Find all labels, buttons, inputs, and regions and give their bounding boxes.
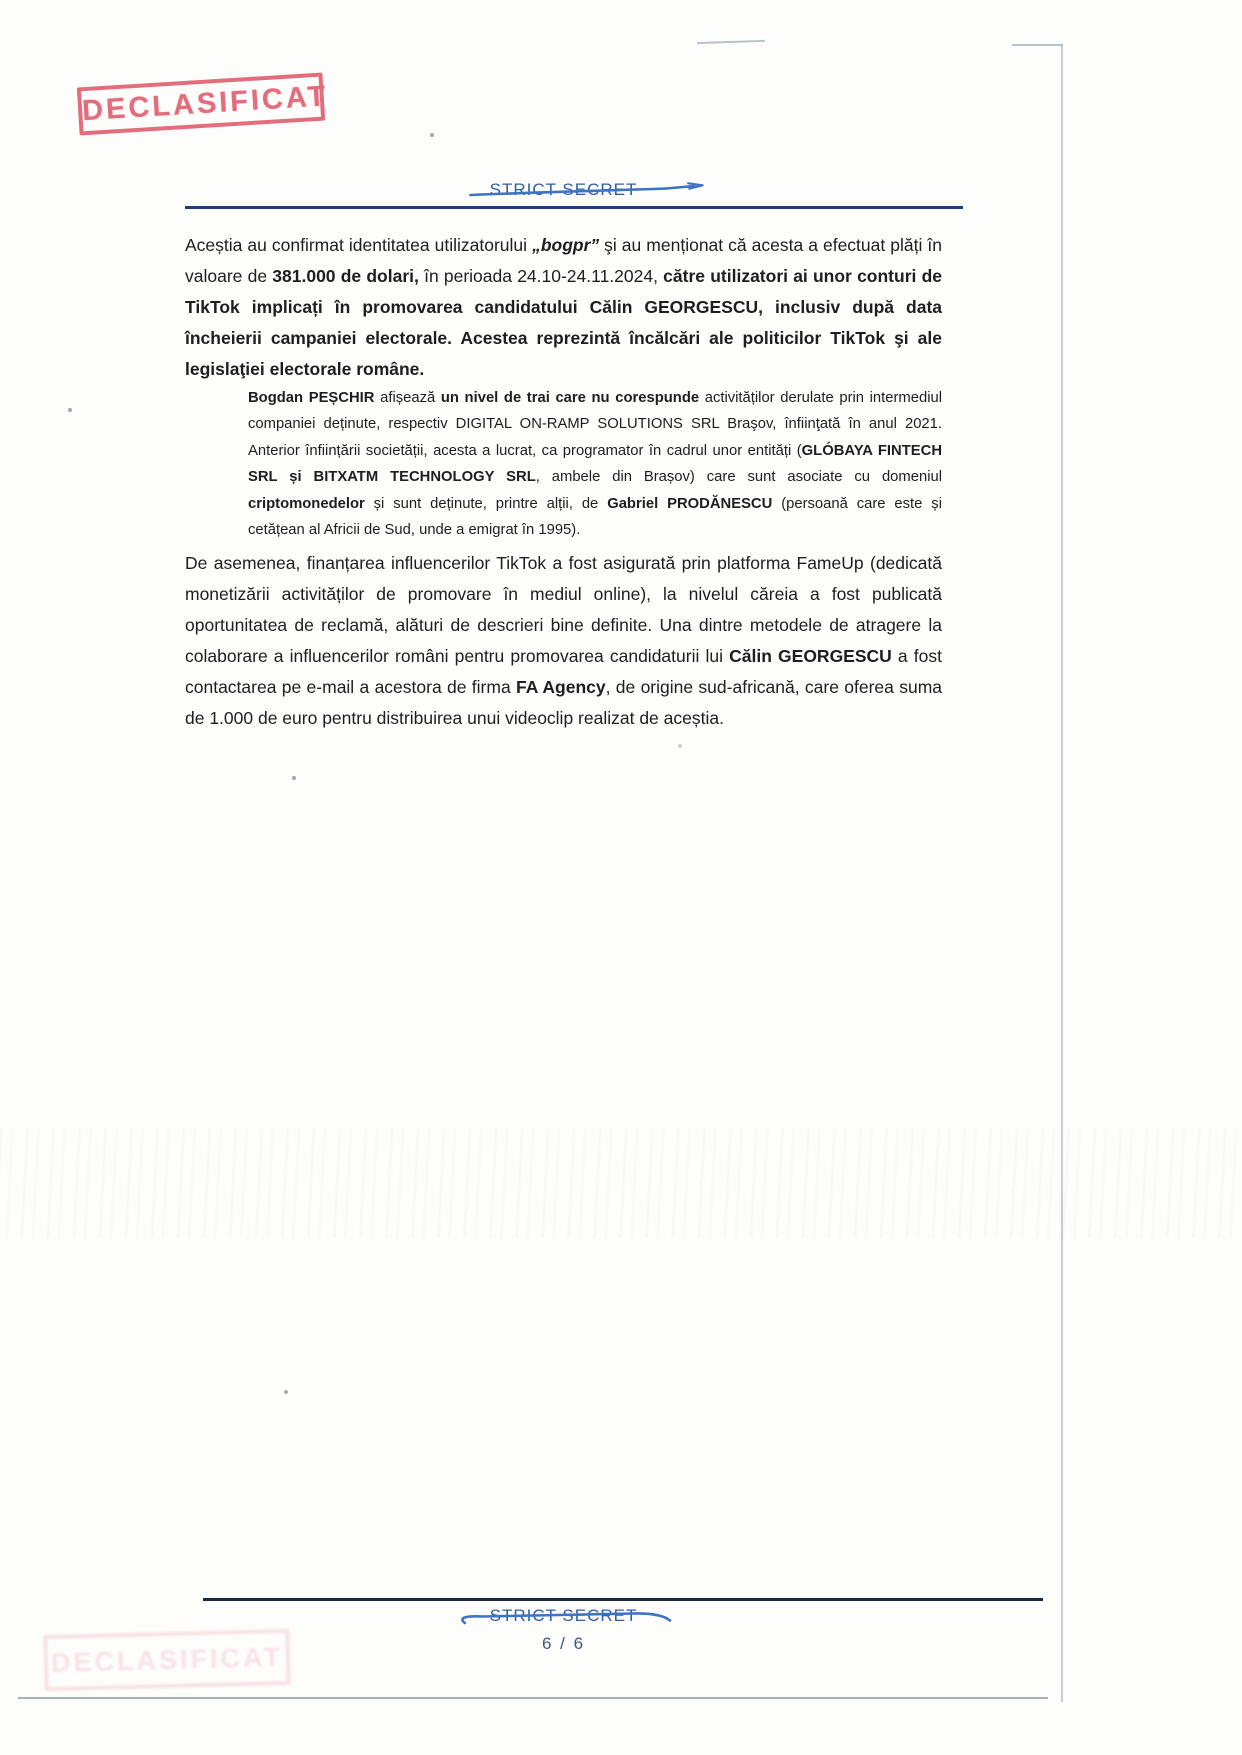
paragraph-peschir-indented: Bogdan PEȘCHIR afișează un nivel de trai care nu corespunde activităților derulate prin intermediul companiei deținute, respectiv DIGITAL ON-RAMP SOLUTIONS SRL Braşov, înfiinţată în anul 2021. Anterior înființării societății, acesta a lucrat, ca programator în cadrul unor entități (GLÓBAYA FINTECH SRL și BITXATM TECHNOLOGY SRL, ambele din Brașov) care sunt asociate cu domeniul criptomonedelor și sunt deținute, printre alții, de Gabriel PRODĂNESCU (persoană care este și cetățean al Africii de Sud, unde a emigrat în 1995). xyxy=(248,389,943,539)
scan-artifact-dash xyxy=(1012,44,1062,46)
footer-classification-label: STRICT SECRET xyxy=(489,1606,638,1625)
footer-classification xyxy=(185,1606,942,1626)
scan-noise-band xyxy=(0,1128,1242,1238)
scan-speck xyxy=(284,1390,288,1394)
footer-classification-text-wrap xyxy=(486,1606,642,1626)
declassified-stamp-top: DECLASIFICAT xyxy=(77,73,325,136)
scan-page-edge-right xyxy=(1061,44,1063,1702)
scan-page-edge-bottom xyxy=(18,1697,1048,1699)
paragraph-fameup: De asemenea, finanțarea influencerilor TikTok a fost asigurată prin platforma FameUp (dedicată monetizării activităților de promovare în mediul online), la nivelul căreia a fost publicată oportunitatea de reclamă, alături de descrieri bine definite. Una dintre metodele de atragere la colaborare a influencerilor români pentru promovarea candidaturii lui Călin GEORGESCU a fost contactarea pe e-mail a acestora de firma FA Agency, de origine sud-africană, care oferea suma de 1.000 de euro pentru distribuirea unui videoclip realizat de aceștia. xyxy=(185,552,943,728)
header-classification-text-wrap xyxy=(486,180,642,200)
scan-speck xyxy=(430,133,434,137)
scan-speck xyxy=(678,744,682,748)
page-number: 6 / 6 xyxy=(541,1634,586,1653)
header-classification-label: STRICT SECRET xyxy=(489,180,638,199)
scan-artifact-dash xyxy=(697,40,765,44)
scan-speck xyxy=(68,408,72,412)
header-classification xyxy=(185,180,942,200)
declassified-stamp-bottom-faded: DECLASIFICAT xyxy=(43,1629,290,1691)
header-rule xyxy=(185,206,963,209)
paragraph-payments-tiktok: Aceștia au confirmat identitatea utilizatorului „bogpr” şi au menționat că acesta a efectuat plăți în valoare de 381.000 de dolari, în perioada 24.10-24.11.2024, către utilizatori ai unor conturi de TikTok implicați în promovarea candidatului Călin GEORGESCU, inclusiv după data încheierii campaniei electorale. Acestea reprezintă încălcări ale politicilor TikTok şi ale legislaţiei electorale române. xyxy=(185,234,942,379)
footer-rule xyxy=(203,1598,1043,1601)
scan-speck xyxy=(292,776,296,780)
